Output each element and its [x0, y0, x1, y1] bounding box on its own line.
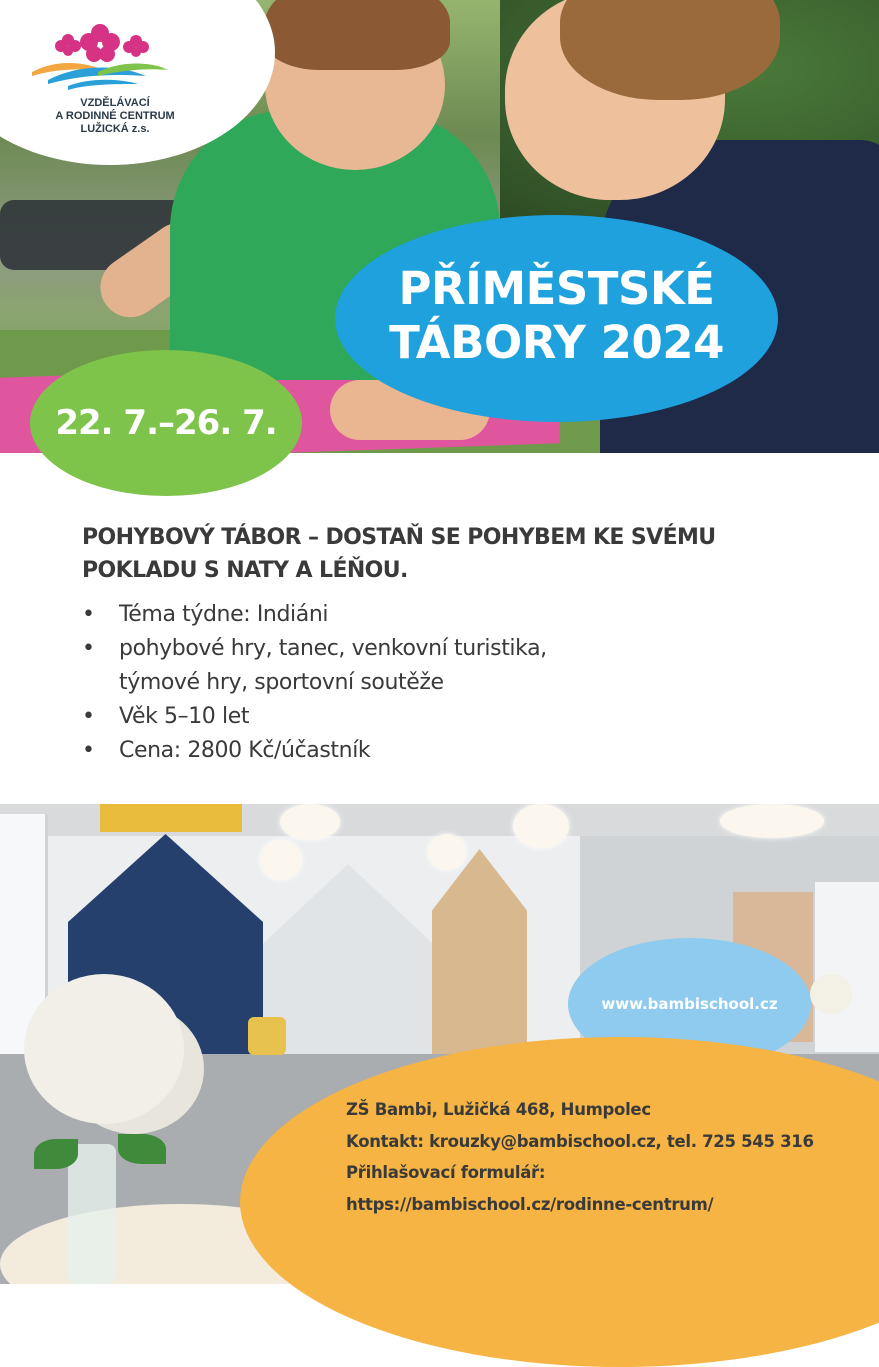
hydrangea-flower — [24, 974, 184, 1124]
title-line-1: PŘÍMĚSTSKÉ — [398, 262, 715, 315]
title-line-2: TÁBORY 2024 — [389, 316, 724, 369]
logo-text — [40, 97, 190, 136]
flower-logo-icon — [28, 24, 170, 94]
date-range: 22. 7.–26. 7. — [55, 403, 277, 443]
logo-line-2: A RODINNÉ CENTRUM — [55, 110, 175, 122]
bullet-theme: Téma týdne: Indiáni — [119, 602, 329, 627]
form-label: Přihlašovací formulář: — [346, 1163, 546, 1182]
camp-heading — [82, 521, 822, 587]
form-url-link[interactable]: https://bambischool.cz/rodinne-centrum/ — [346, 1194, 714, 1214]
bullet-icon: • — [82, 704, 95, 729]
logo-line-3: LUŽICKÁ z.s. — [80, 123, 150, 135]
list-item — [82, 700, 802, 734]
bullet-icon: • — [82, 636, 95, 661]
list-item — [82, 598, 802, 632]
bullet-activities-1: pohybové hry, tanec, venkovní turistika, — [119, 636, 547, 661]
logo-line-1: VZDĚLÁVACÍ — [80, 97, 150, 109]
page-title — [335, 262, 778, 370]
contact-info — [346, 1094, 866, 1220]
bullet-age: Věk 5–10 let — [119, 704, 250, 729]
bullet-price: Cena: 2800 Kč/účastník — [119, 738, 371, 763]
list-item — [82, 632, 802, 700]
bullet-icon: • — [82, 602, 95, 627]
heading-line-1: POHYBOVÝ TÁBOR – DOSTAŇ SE POHYBEM KE SVÉMU — [82, 525, 716, 550]
list-item — [82, 734, 802, 768]
bullet-activities-2: týmové hry, sportovní soutěže — [119, 670, 444, 695]
address: ZŠ Bambi, Lužičká 468, Humpolec — [346, 1100, 651, 1119]
heading-line-2: POKLADU S NATY A LÉŇOU. — [82, 558, 408, 583]
camp-details-list — [82, 598, 802, 768]
vase — [68, 1144, 116, 1284]
bullet-icon: • — [82, 738, 95, 763]
contact-line: Kontakt: krouzky@bambischool.cz, tel. 725 545 316 — [346, 1131, 814, 1151]
website-link[interactable]: www.bambischool.cz — [601, 995, 778, 1013]
